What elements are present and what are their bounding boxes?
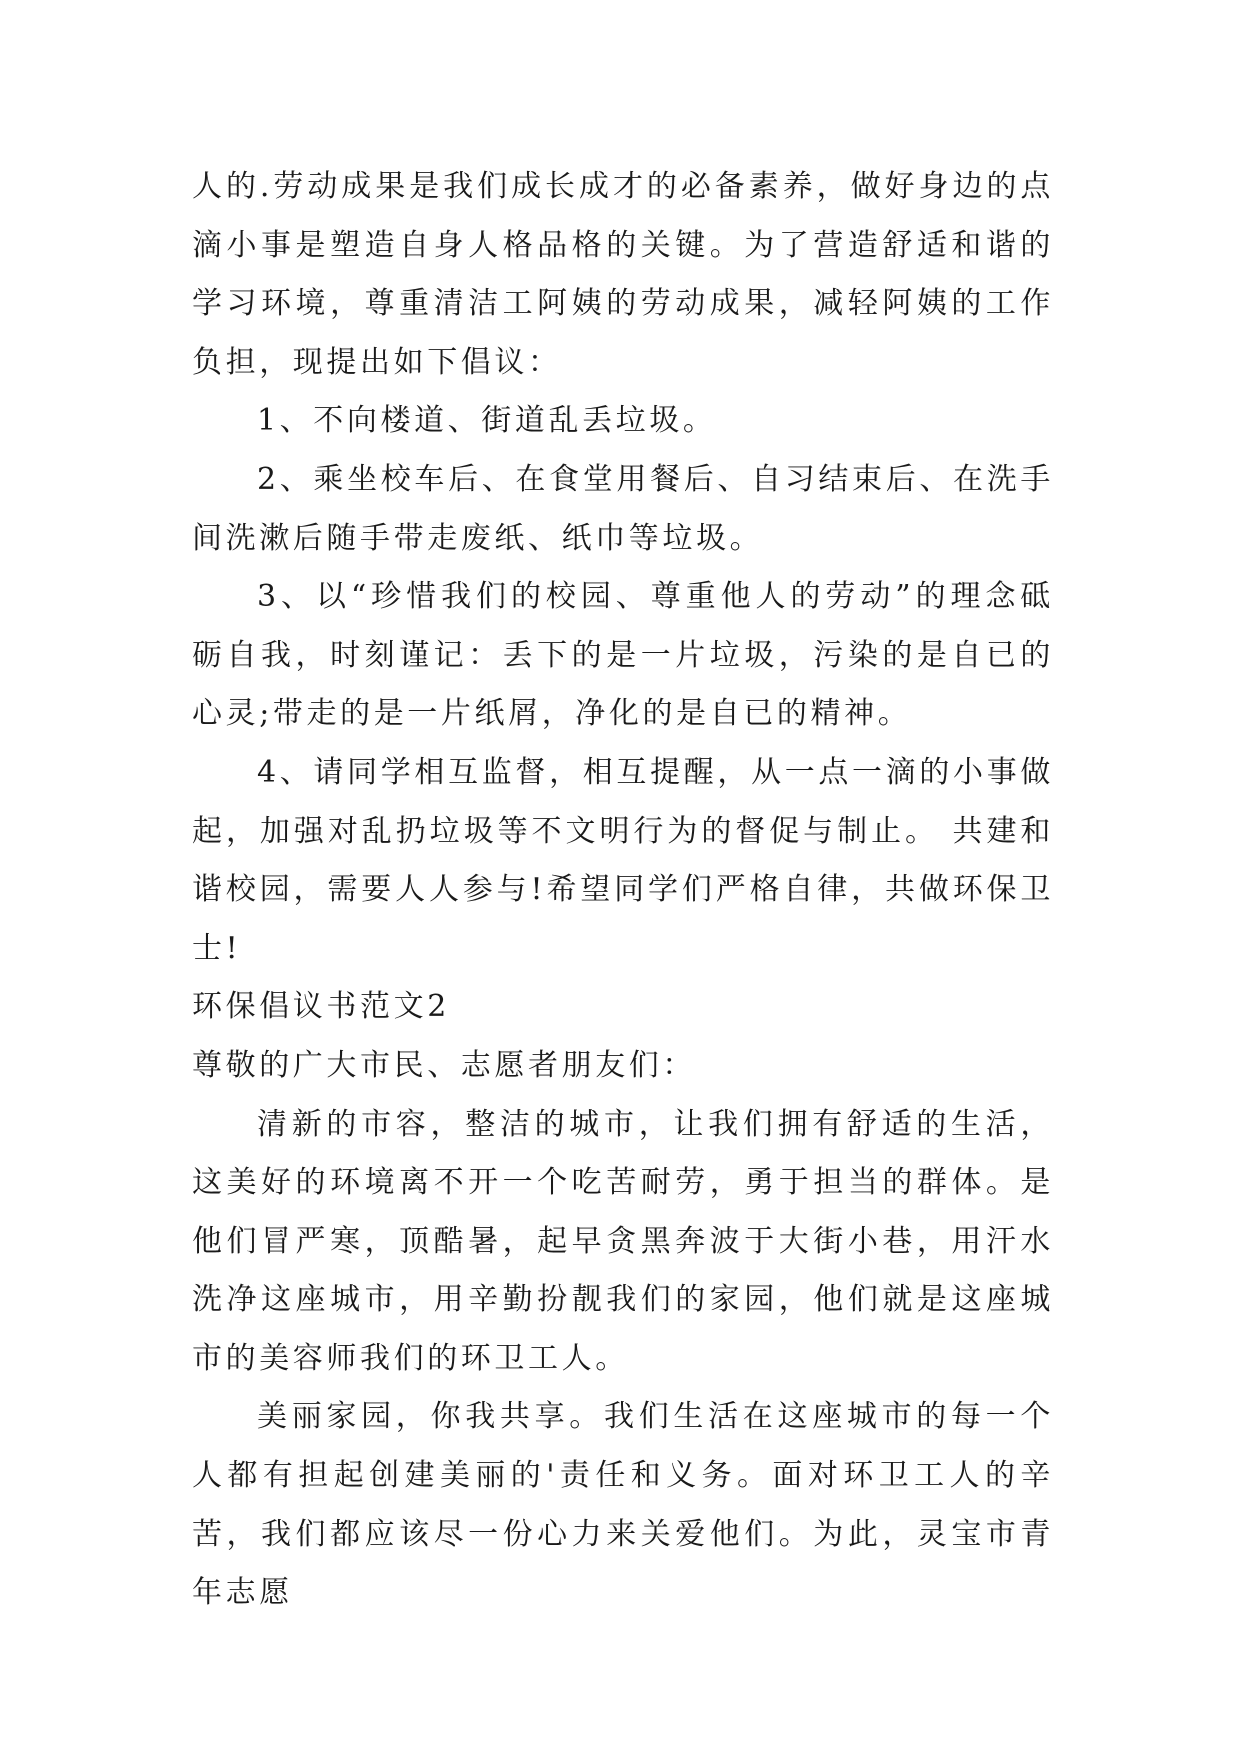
document-body (192, 158, 1054, 1623)
salutation: 尊敬的广大市民、志愿者朋友们： (192, 1047, 696, 1083)
intro-paragraph: 人的.劳动成果是我们成长成才的必备素养，做好身边的点滴小事是塑造自身人格品格的关键。为了营造舒适和谐的学习环境，尊重清洁工阿姨的劳动成果，减轻阿姨的工作负担，现提出如下倡议： (192, 169, 1054, 380)
proposal-item-3: 3、以“珍惜我们的校园、尊重他人的劳动”的理念砥砺自我，时刻谨记：丢下的是一片垃圾，污染的是自已的心灵;带走的是一片纸屑，净化的是自已的精神。 (192, 579, 1054, 732)
proposal-item-4: 4、请同学相互监督，相互提醒，从一点一滴的小事做起，加强对乱扔垃圾等不文明行为的督促与制止。 共建和谐校园，需要人人参与!希望同学们严格自律，共做环保卫士! (192, 754, 1054, 966)
body-paragraph-1: 清新的市容，整洁的城市，让我们拥有舒适的生活，这美好的环境离不开一个吃苦耐劳，勇于担当的群体。是他们冒严寒，顶酷暑，起早贪黑奔波于大街小巷，用汗水洗净这座城市，用辛勤扮靓我们的家园，他们就是这座城市的美容师我们的环卫工人。 (192, 1106, 1054, 1376)
proposal-item-2: 2、乘坐校车后、在食堂用餐后、自习结束后、在洗手间洗漱后随手带走废纸、纸巾等垃圾。 (192, 461, 1054, 556)
section-title: 环保倡议书范文2 (192, 989, 450, 1025)
proposal-item-1: 1、不向楼道、街道乱丢垃圾。 (257, 403, 717, 439)
body-paragraph-2: 美丽家园，你我共享。我们生活在这座城市的每一个人都有担起创建美丽的'责任和义务。面对环卫工人的辛苦，我们都应该尽一份心力来关爱他们。为此，灵宝市青年志愿 (192, 1399, 1054, 1611)
